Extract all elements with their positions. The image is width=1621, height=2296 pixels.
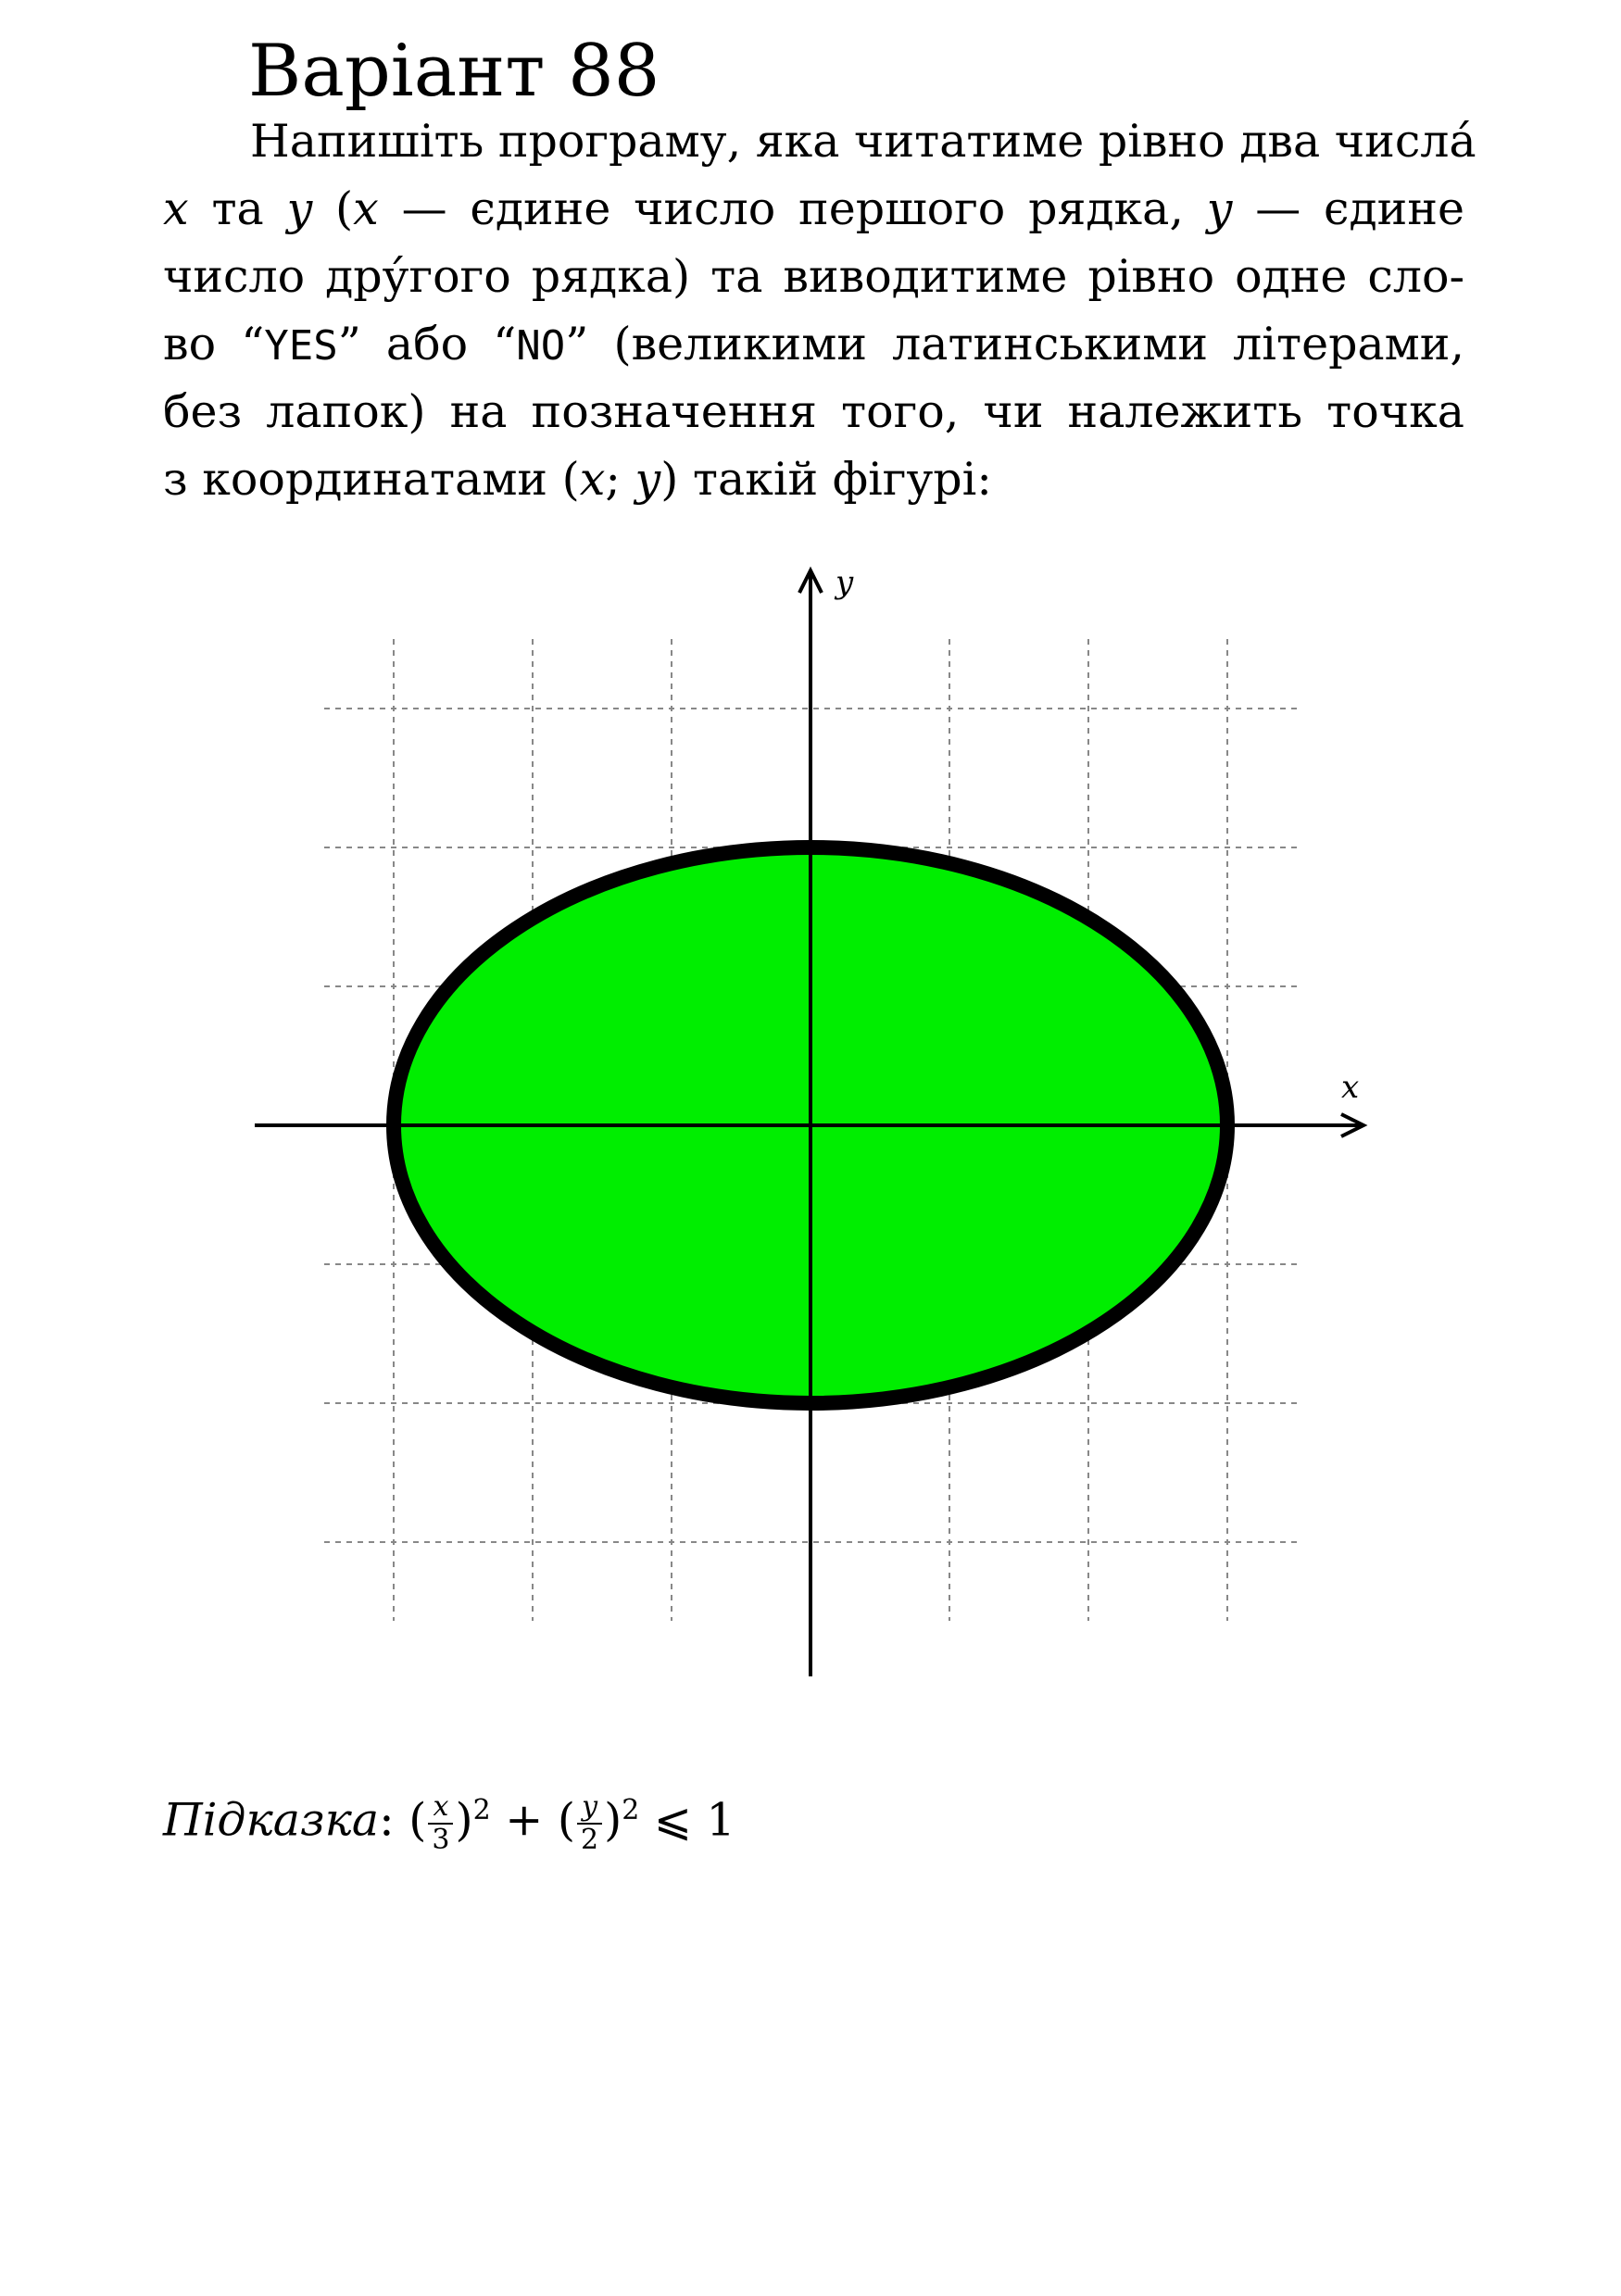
- text-fragment: ) такій фігурі:: [660, 453, 992, 506]
- var-y: y: [286, 182, 313, 235]
- task-line-3: число дру́гого рядка) та виводитиме рівно одне сло-: [163, 250, 1464, 303]
- task-line-2: [163, 182, 1464, 250]
- page-title: Варіант 88: [248, 30, 660, 113]
- hint: [163, 1769, 735, 1862]
- var-y: y: [1206, 182, 1233, 235]
- hint-label: Підказка: [163, 1793, 380, 1847]
- var-x: x: [353, 182, 379, 235]
- paren: ): [604, 1793, 622, 1847]
- plus-sign: +: [490, 1793, 558, 1847]
- inequality: ⩽ 1: [639, 1793, 735, 1847]
- var-x: x: [579, 453, 606, 506]
- exponent: 2: [622, 1794, 640, 1826]
- axes: [255, 571, 1363, 1676]
- text-fragment: ” або “: [337, 318, 517, 370]
- paren: (: [408, 1793, 427, 1847]
- text-fragment: — єдине: [1232, 182, 1464, 235]
- task-line-6: [163, 453, 1464, 521]
- text-fragment: ;: [605, 453, 635, 506]
- fraction-x-over-3: [428, 1791, 453, 1856]
- denominator: 3: [432, 1823, 450, 1856]
- task-text: [163, 115, 1476, 521]
- hint-colon: :: [379, 1793, 409, 1847]
- task-line-5: без лапок) на позначення того, чи належить точка: [163, 385, 1464, 438]
- text-fragment: та: [188, 182, 287, 235]
- no-keyword: NO: [516, 322, 566, 370]
- numerator: y: [577, 1791, 602, 1825]
- text-fragment: з координатами (: [163, 453, 580, 506]
- numerator: x: [428, 1791, 453, 1825]
- text-fragment: ” (великими латинськими літерами,: [565, 318, 1464, 370]
- text-fragment: — єдине число першого рядка,: [378, 182, 1207, 235]
- ellipse-figure: [185, 556, 1408, 1704]
- text-fragment: во “: [163, 318, 265, 370]
- text-fragment: (: [312, 182, 354, 235]
- y-axis-label: y: [836, 564, 854, 601]
- paren: ): [455, 1793, 473, 1847]
- fraction-y-over-2: [577, 1791, 602, 1856]
- paren: (: [557, 1793, 576, 1847]
- exponent: 2: [472, 1794, 491, 1826]
- x-axis-label: x: [1341, 1069, 1360, 1106]
- task-line-1: Напишіть програму, яка читатиме рівно два числа́: [250, 115, 1476, 168]
- task-line-4: [163, 318, 1464, 385]
- denominator: 2: [581, 1823, 599, 1856]
- var-y: y: [635, 453, 661, 506]
- yes-keyword: YES: [264, 322, 338, 370]
- var-x: x: [163, 182, 189, 235]
